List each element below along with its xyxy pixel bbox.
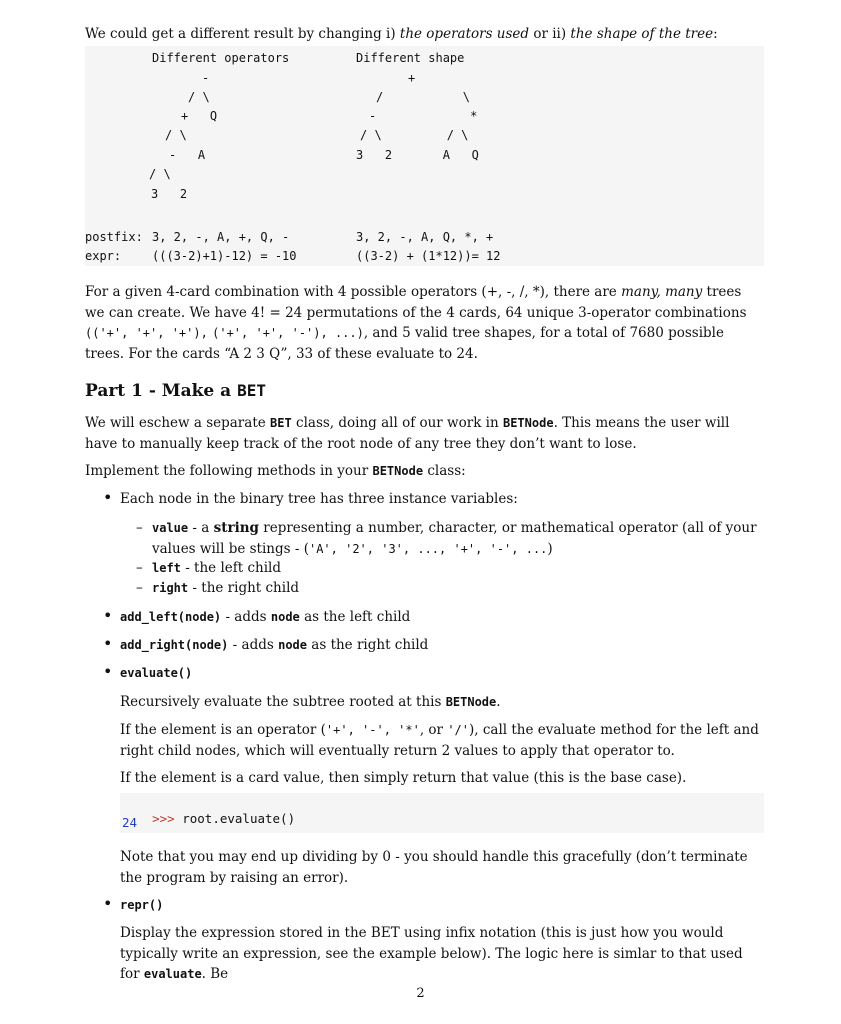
code-add-right: add_right(node) (120, 638, 229, 652)
text: representing a number, character, or mathematical operator (all of your values (152, 520, 757, 557)
text: as the right child (311, 637, 429, 653)
code-operators: '+', '-', '*' (325, 723, 420, 737)
sub-dash: – (136, 580, 143, 596)
code-bet: BET (270, 416, 292, 430)
tree-right-leaves: 3 2 A Q (356, 148, 479, 162)
postfix-label: postfix: (85, 230, 143, 244)
postfix-right: 3, 2, -, A, Q, *, + (356, 230, 494, 244)
text: class: (427, 463, 466, 479)
heading-code: BET (237, 381, 266, 400)
code-repr: repr() (120, 898, 164, 912)
text: ) (547, 540, 553, 557)
text: Recursively evaluate the subtree rooted at this (120, 694, 442, 710)
para1-code: ('+', '+', '-'), ...) (212, 326, 364, 340)
bullet-dot: • (103, 894, 113, 913)
intro-text: or ii) (533, 26, 567, 42)
text: will be stings - ( (199, 540, 309, 557)
header-different-operators: Different operators (152, 51, 290, 65)
tree-left-edge: / \ (165, 128, 187, 142)
para1-text: For a given 4-card combination with 4 possible operators (+, -, /, *), there are (85, 284, 617, 300)
code-left: left (152, 561, 181, 575)
bullet-dot: • (103, 488, 113, 507)
text: - the right child (192, 580, 300, 596)
bullet-dot: • (103, 662, 113, 681)
bullet-dot: • (103, 634, 113, 653)
text: If the element is an operator ( (120, 722, 326, 738)
tree-right-node: - * (369, 109, 478, 123)
bullet-add-left (120, 607, 410, 628)
bullet-add-right (120, 635, 428, 656)
tree-right-edge: / \ (376, 90, 470, 104)
text: ), call the evaluate method for the left and right (120, 722, 759, 759)
text: Note that you may end up dividing by 0 - you should handle this gracefully (don’t terminate the (120, 849, 748, 886)
expr-left: (((3-2)+1)-12) = -10 (152, 249, 297, 263)
text: as the left child (304, 609, 411, 625)
tree-left-edge: / \ (149, 167, 171, 181)
part1-paragraph (85, 413, 765, 454)
tree-code-block (85, 46, 764, 266)
text: - the left child (185, 560, 282, 576)
text: Display the expression stored in the BET using infix notation (this is just how you would typically (120, 925, 724, 962)
text: . (496, 694, 501, 710)
implement-paragraph (85, 461, 466, 482)
tree-left-node: - (202, 71, 210, 85)
code-right: right (152, 581, 189, 595)
expr-label: expr: (85, 249, 122, 263)
sub-item-left (152, 558, 281, 579)
intro-emphasis-operators: the operators used (399, 26, 530, 42)
text: . Be (201, 966, 229, 982)
para1-text: , and 5 valid tree shapes, for a total of 7680 possible trees. For the cards “A 2 3 Q”, 33 of these evaluate to 24. (85, 325, 724, 362)
text: class, doing all of our work in (296, 415, 499, 431)
header-different-shape: Different shape (356, 51, 465, 65)
bold-string: string (213, 520, 259, 536)
text: child nodes, which will eventually return 2 values to apply that operator to. (157, 742, 675, 759)
para1-code: (('+', '+', '+'), (85, 326, 208, 340)
code-betnode: BETNode (445, 695, 497, 709)
sub-dash: – (136, 520, 143, 536)
text: , or (419, 722, 444, 738)
bullet-evaluate (120, 663, 192, 684)
text: program by raising an error). (146, 869, 349, 886)
bullet-repr (120, 895, 163, 916)
code-div: '/' (447, 723, 469, 737)
page-number: 2 (416, 986, 425, 1001)
heading-text: Part 1 - Make a (85, 381, 232, 401)
evaluate-desc-2 (120, 720, 764, 761)
text: Implement the following methods in your (85, 463, 369, 479)
text: . This means the user will have to manually keep track of the root node of any tree they don’t want to lose. (85, 415, 730, 452)
code-evaluate: evaluate (143, 967, 202, 981)
tree-left-node: + Q (181, 109, 218, 123)
tree-right-node: + (408, 71, 416, 85)
repl-example (120, 793, 764, 833)
intro-emphasis-shape: the shape of the tree (570, 26, 714, 42)
sub-dash: – (136, 560, 143, 576)
repl-line (122, 796, 295, 841)
text: - adds (225, 609, 267, 625)
postfix-left: 3, 2, -, A, +, Q, - (152, 230, 290, 244)
evaluate-desc-3: If the element is a card value, then simply return that value (this is the base case). (120, 770, 687, 786)
bullet-dot: • (103, 606, 113, 625)
text: - adds (232, 637, 274, 653)
sub-item-value (152, 518, 764, 559)
tree-left-node: - A (169, 148, 206, 162)
text: - a (192, 520, 210, 536)
sub-item-right (152, 578, 299, 599)
intro-line (85, 24, 718, 45)
part1-heading (85, 381, 266, 401)
code-evaluate: evaluate() (120, 666, 193, 680)
text: We will eschew a separate (85, 415, 266, 431)
code-betnode: BETNode (502, 416, 554, 430)
intro-colon: : (713, 26, 718, 42)
repl-command: root.evaluate() (182, 811, 296, 826)
evaluate-desc-1 (120, 692, 501, 713)
para1-emphasis: many, many (621, 284, 703, 300)
tree-left-leaves: 3 2 (151, 187, 188, 201)
code-node: node (278, 638, 307, 652)
repl-output: 24 (122, 815, 138, 830)
text: write an expression, see the example below). The logic here is simlar to that used for (120, 945, 743, 982)
bullet-instance-vars: Each node in the binary tree has three instance variables: (120, 491, 518, 507)
paragraph-combinations (85, 282, 765, 364)
divide-by-zero-note (120, 847, 764, 888)
intro-text: We could get a different result by changing i) (85, 26, 396, 42)
code-betnode: BETNode (372, 464, 424, 478)
para1-text: trees we can create. We have 4! = 24 permutations of the 4 cards, 64 unique 3-operator combinations (85, 284, 747, 321)
code-node: node (270, 610, 300, 624)
repr-desc (120, 923, 764, 985)
tree-left-edge: / \ (188, 90, 210, 104)
expr-right: ((3-2) + (1*12))= 12 (356, 249, 501, 263)
repl-prompt: >>> (152, 811, 175, 826)
code-value: value (152, 521, 189, 535)
tree-right-edge: / \ / \ (360, 128, 469, 142)
code-add-left: add_left(node) (120, 610, 222, 624)
code-values-list: 'A', '2', '3', ..., '+', '-', ... (308, 541, 548, 556)
